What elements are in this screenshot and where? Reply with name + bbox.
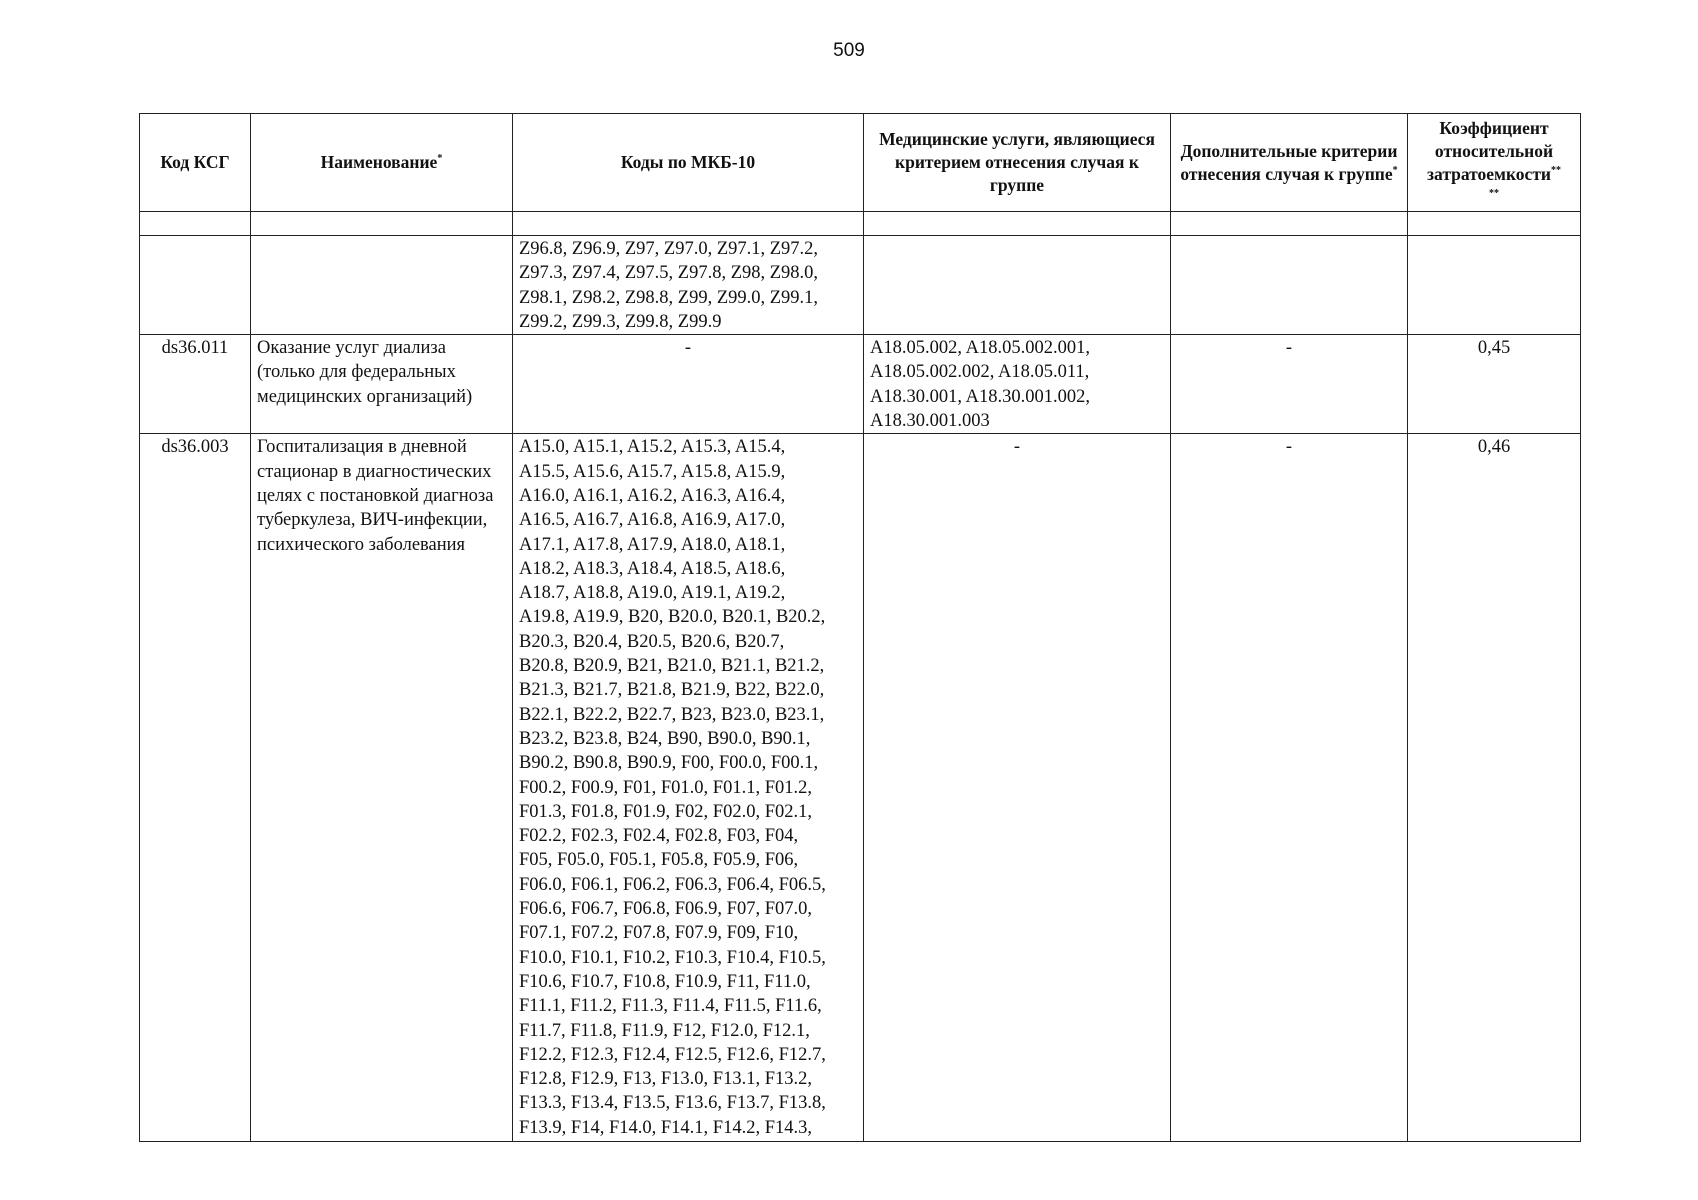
cell-line: A15.5, A15.6, A15.7, A15.8, A15.9, <box>519 461 786 482</box>
cell-line: B22.1, B22.2, B22.7, B23, B23.0, B23.1, <box>519 704 825 725</box>
cell-name: Оказание услуг диализа (только для федеральных медицинских организаций) <box>251 335 513 434</box>
cell-mkb-codes <box>513 335 864 434</box>
cell-line: A18.30.001, A18.30.001.002, <box>870 386 1090 407</box>
table-body <box>140 212 1581 1142</box>
cell-line: A18.7, A18.8, A19.0, A19.1, A19.2, <box>519 583 786 604</box>
cell-line: F07.1, F07.2, F07.8, F07.9, F09, F10, <box>519 923 799 944</box>
header-coefficient: Коэффициент относительной затратоемкости** ** <box>1408 114 1581 212</box>
cell-line: B90.2, B90.8, B90.9, F00, F00.0, F00.1, <box>519 753 819 774</box>
ksg-table <box>139 113 1581 1142</box>
cell-name: Госпитализация в дневной стационар в диагностических целях с постановкой диагноза туберкулеза, ВИЧ-инфекции, психического заболевания <box>251 434 513 1142</box>
cell-line: F06.6, F06.7, F06.8, F06.9, F07, F07.0, <box>519 899 812 920</box>
cell-line: B20.8, B20.9, B21, B21.0, B21.1, B21.2, <box>519 656 825 677</box>
cell-name <box>251 236 513 335</box>
footnote-mark: * <box>437 153 443 164</box>
footnote-mark: ** <box>1551 164 1562 176</box>
cell-medical-services <box>864 434 1171 1142</box>
table-row <box>140 335 1581 434</box>
cell-line: Z98.1, Z98.2, Z98.8, Z99, Z99.0, Z99.1, <box>519 287 819 308</box>
cell-ksg-code: ds36.003 <box>140 434 251 1142</box>
footnote-mark-2: ** <box>1489 187 1499 199</box>
cell-line: F11.1, F11.2, F11.3, F11.4, F11.5, F11.6, <box>519 996 822 1017</box>
table-spacer-row <box>140 212 1581 236</box>
cell-medical-services <box>864 236 1171 335</box>
cell-line: F13.9, F14, F14.0, F14.1, F14.2, F14.3, <box>519 1117 812 1138</box>
cell-line: Z96.8, Z96.9, Z97, Z97.0, Z97.1, Z97.2, <box>519 239 819 259</box>
cell-mkb-codes <box>513 236 864 335</box>
cell-line: F13.3, F13.4, F13.5, F13.6, F13.7, F13.8, <box>519 1093 826 1114</box>
cell-line: F00.2, F00.9, F01, F01.0, F01.1, F01.2, <box>519 777 812 798</box>
cell-line: - <box>1013 437 1021 458</box>
cell-ksg-code <box>140 236 251 335</box>
cell-line: B21.3, B21.7, B21.8, B21.9, B22, B22.0, <box>519 680 825 701</box>
footnote-mark: * <box>1392 164 1398 176</box>
cell-line: Z99.2, Z99.3, Z99.8, Z99.9 <box>519 311 722 332</box>
cell-coefficient: 0,46 <box>1408 434 1581 1142</box>
cell-extra-criteria: - <box>1171 434 1408 1142</box>
table-header-row <box>140 114 1581 212</box>
header-extra-criteria: Дополнительные критерии отнесения случая к группе* <box>1171 114 1408 212</box>
cell-line: A18.05.002, A18.05.002.001, <box>870 338 1090 359</box>
cell-line: F10.0, F10.1, F10.2, F10.3, F10.4, F10.5, <box>519 947 826 968</box>
cell-line: F01.3, F01.8, F01.9, F02, F02.0, F02.1, <box>519 801 812 822</box>
cell-extra-criteria <box>1171 236 1408 335</box>
cell-line: A15.0, A15.1, A15.2, A15.3, A15.4, <box>519 437 786 458</box>
cell-line: F05, F05.0, F05.1, F05.8, F05.9, F06, <box>519 850 799 871</box>
cell-mkb-codes <box>513 434 864 1142</box>
cell-line: F02.2, F02.3, F02.4, F02.8, F03, F04, <box>519 826 799 847</box>
cell-line: A18.30.001.003 <box>870 411 990 432</box>
page-number: 509 <box>833 40 865 61</box>
table-row <box>140 434 1581 1142</box>
cell-line: A16.0, A16.1, A16.2, A16.3, A16.4, <box>519 485 786 506</box>
cell-line: F11.7, F11.8, F11.9, F12, F12.0, F12.1, <box>519 1020 810 1041</box>
cell-line: A19.8, A19.9, B20, B20.0, B20.1, B20.2, <box>519 607 826 628</box>
header-name: Наименование* <box>251 114 513 212</box>
cell-medical-services <box>864 335 1171 434</box>
cell-line: F06.0, F06.1, F06.2, F06.3, F06.4, F06.5, <box>519 874 826 895</box>
cell-ksg-code: ds36.011 <box>140 335 251 434</box>
table-row <box>140 236 1581 335</box>
cell-line: A17.1, A17.8, A17.9, A18.0, A18.1, <box>519 534 786 555</box>
cell-line: A18.05.002.002, A18.05.011, <box>870 362 1090 383</box>
cell-line: Z97.3, Z97.4, Z97.5, Z97.8, Z98, Z98.0, <box>519 263 819 284</box>
cell-line: - <box>684 338 692 359</box>
cell-line: B23.2, B23.8, B24, B90, B90.0, B90.1, <box>519 728 811 749</box>
cell-line: F10.6, F10.7, F10.8, F10.9, F11, F11.0, <box>519 971 811 992</box>
header-mkb-codes: Коды по МКБ-10 <box>513 114 864 212</box>
cell-line: A18.2, A18.3, A18.4, A18.5, A18.6, <box>519 558 786 579</box>
cell-line: F12.8, F12.9, F13, F13.0, F13.1, F13.2, <box>519 1069 812 1090</box>
cell-line: A16.5, A16.7, A16.8, A16.9, A17.0, <box>519 510 786 531</box>
cell-line: F12.2, F12.3, F12.4, F12.5, F12.6, F12.7, <box>519 1044 826 1065</box>
cell-line: B20.3, B20.4, B20.5, B20.6, B20.7, <box>519 631 785 652</box>
cell-coefficient: 0,45 <box>1408 335 1581 434</box>
header-code: Код КСГ <box>140 114 251 212</box>
cell-extra-criteria: - <box>1171 335 1408 434</box>
header-medical-services: Медицинские услуги, являющиеся критерием отнесения случая к группе <box>864 114 1171 212</box>
cell-coefficient <box>1408 236 1581 335</box>
